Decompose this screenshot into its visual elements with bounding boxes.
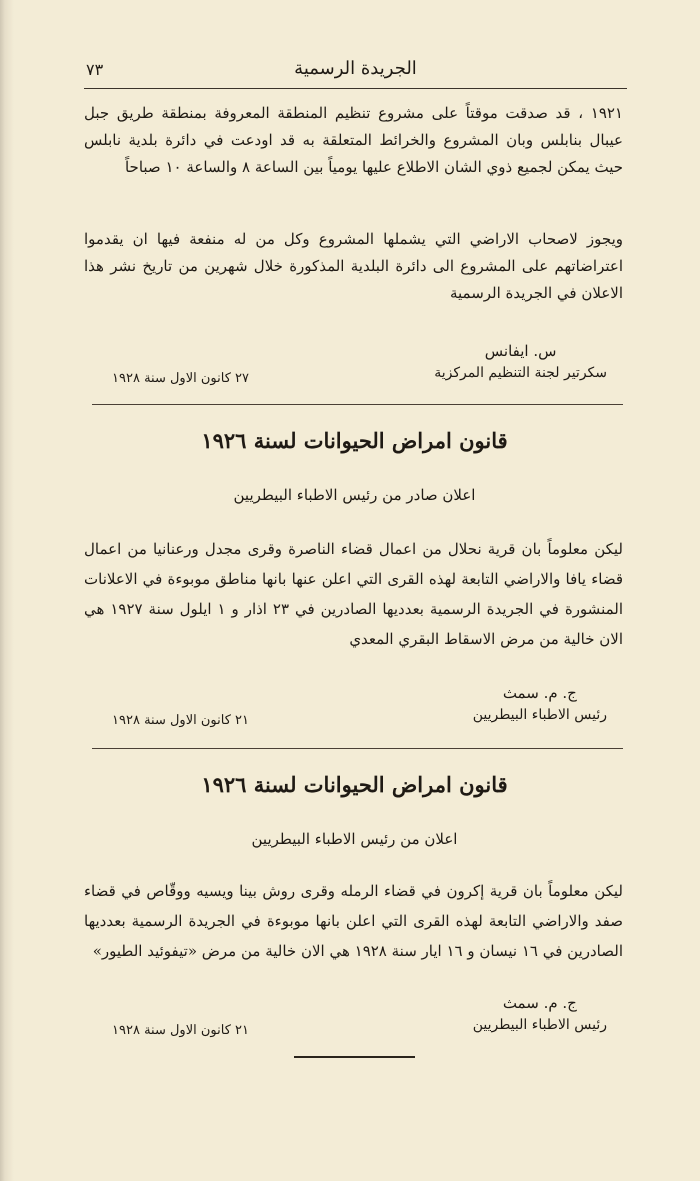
notice2-signature-block bbox=[112, 682, 607, 732]
notice3-date: ٢١ كانون الاول سنة ١٩٢٨ bbox=[112, 1023, 250, 1038]
notice1-signature-title: سكرتير لجنة التنظيم المركزية bbox=[434, 365, 607, 381]
notice3-signature bbox=[473, 992, 607, 1036]
notice1-signature-block bbox=[112, 340, 607, 390]
notice3-body: ليكن معلوماً بان قرية إكرون في قضاء الرمله وقرى روش بينا ويسيه ووقّاص في قضاء صفد والاراضي التابعة لهذه القرى التي اعلن بانها موبوءة في الجريدة الرسمية بعدديها الصادرين في ١٦ نيسان و ١٦ ايار سنة ١٩٢٨ هي الان خالية من مرض «تيفوئيد الطيور» bbox=[84, 882, 623, 960]
notice1-signature-name: س. ايفانس bbox=[484, 342, 557, 360]
notice1-paragraph1: ١٩٢١ ، قد صدقت موقتاً على مشروع تنظيم المنطقة المعروفة بمنطقة طريق جبل عيبال بنابلس وبان المشروع والخرائط المتعلقة به قد اودعت في دائرة بلدية نابلس حيث يمكن لجميع ذوي الشان الاطلاع عليها يومياً بين الساعة ٨ والساعة ١٠ صباحاً bbox=[84, 104, 623, 176]
notice2-signature-name: ج. م. سمث bbox=[502, 684, 577, 702]
notice2-date: ٢١ كانون الاول سنة ١٩٢٨ bbox=[112, 713, 250, 728]
notice3-title: قانون امراض الحيوانات لسنة ١٩٢٦ bbox=[201, 772, 508, 797]
page-number: ٧٣ bbox=[86, 60, 104, 79]
section-divider bbox=[92, 748, 623, 749]
notice2-signature bbox=[473, 682, 607, 726]
notice3-subtitle: اعلان من رئيس الاطباء البيطريين bbox=[251, 830, 458, 848]
notice3-signature-title: رئيس الاطباء البيطريين bbox=[472, 1017, 607, 1033]
notice1-date: ٢٧ كانون الاول سنة ١٩٢٨ bbox=[112, 371, 250, 386]
end-rule bbox=[294, 1056, 415, 1058]
notice2-body: ليكن معلوماً بان قرية نحلال من اعمال قضاء الناصرة وقرى مجدل ورعنانيا من اعمال قضاء يافا والاراضي التابعة لهذه القرى التي اعلن عنها بانها مناطق موبوءة في الاعلانات المنشورة في الجريدة الرسمية بعدديها الصادرين في ٢٣ اذار و ١ ايلول سنة ١٩٢٧ هي الان خالية من مرض الاسقاط البقري المعدي bbox=[84, 540, 624, 648]
gazette-page bbox=[22, 0, 687, 1181]
page-header bbox=[84, 52, 627, 89]
notice1-signature bbox=[434, 340, 607, 384]
section-divider bbox=[92, 404, 623, 405]
notice3-signature-block bbox=[112, 992, 607, 1042]
notice2-subtitle: اعلان صادر من رئيس الاطباء البيطريين bbox=[233, 486, 476, 504]
notice1-paragraph2: ويجوز لاصحاب الاراضي التي يشملها المشروع وكل من له منفعة فيها ان يقدموا اعتراضاتهم على المشروع الى دائرة البلدية المذكورة خلال شهرين من تاريخ نشر هذا الاعلان في الجريدة الرسمية bbox=[84, 230, 623, 302]
notice2-signature-title: رئيس الاطباء البيطريين bbox=[472, 707, 607, 723]
page-stack-edge bbox=[0, 0, 14, 1181]
notice3-signature-name: ج. م. سمث bbox=[502, 994, 577, 1012]
notice2-title: قانون امراض الحيوانات لسنة ١٩٢٦ bbox=[201, 428, 508, 453]
header-title: الجريدة الرسمية bbox=[294, 58, 417, 79]
